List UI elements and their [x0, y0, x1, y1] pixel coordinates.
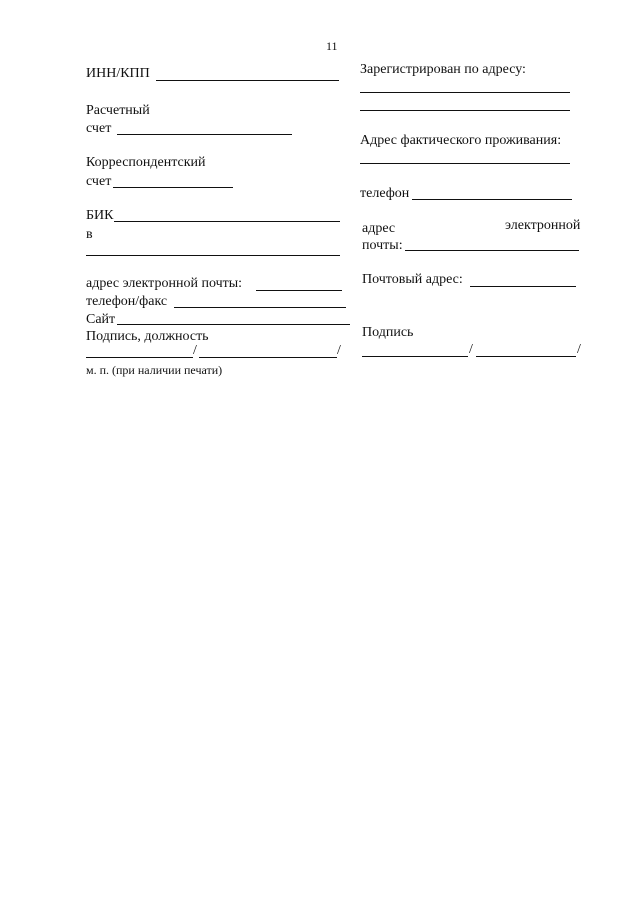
email-label: адрес электронной почты: — [86, 276, 243, 291]
bik-label: БИК — [86, 208, 114, 223]
right-signature-label: Подпись — [362, 325, 414, 340]
email-label-word1: адрес — [362, 221, 396, 236]
registered-address-label: Зарегистрирован по адресу: — [360, 62, 526, 77]
actual-address-field[interactable] — [360, 163, 570, 164]
signature-position-label: Подпись, должность — [86, 329, 209, 344]
corr-account-label-line2: счет — [86, 174, 112, 189]
actual-address-label: Адрес фактического проживания: — [360, 133, 562, 148]
inn-kpp-label: ИНН/КПП — [86, 66, 150, 81]
postal-address-field[interactable] — [470, 286, 576, 287]
email-field[interactable] — [256, 290, 342, 291]
site-label: Сайт — [86, 312, 116, 327]
stamp-note: м. п. (при наличии печати) — [86, 363, 223, 377]
left-name-field[interactable] — [199, 357, 337, 358]
right-name-field[interactable] — [476, 356, 576, 357]
account-label-line2: счет — [86, 121, 112, 136]
right-signature-slash-2: / — [577, 342, 581, 357]
right-email-field[interactable] — [405, 250, 579, 251]
inn-kpp-field[interactable] — [156, 80, 339, 81]
corr-account-field[interactable] — [113, 187, 233, 188]
left-signature-slash-1: / — [193, 343, 197, 358]
bik-field[interactable] — [114, 221, 340, 222]
email-label-word2: электронной — [505, 218, 581, 233]
email-label-word3: почты: — [362, 238, 403, 253]
phone-fax-field[interactable] — [174, 307, 346, 308]
bank-in-label: в — [86, 227, 93, 242]
phone-label: телефон — [360, 186, 410, 201]
registered-address-field-2[interactable] — [360, 110, 570, 111]
corr-account-label-line1: Корреспондентский — [86, 155, 206, 170]
registered-address-field-1[interactable] — [360, 92, 570, 93]
site-field[interactable] — [117, 324, 350, 325]
phone-field[interactable] — [412, 199, 572, 200]
page-number: 11 — [326, 39, 338, 53]
left-signature-field[interactable] — [86, 357, 193, 358]
left-signature-slash-2: / — [337, 343, 341, 358]
bank-name-field[interactable] — [86, 255, 340, 256]
right-signature-slash-1: / — [469, 342, 473, 357]
right-signature-field[interactable] — [362, 356, 468, 357]
postal-address-label: Почтовый адрес: — [362, 272, 463, 287]
phone-fax-label: телефон/факс — [86, 294, 168, 309]
account-label-line1: Расчетный — [86, 103, 150, 118]
account-field[interactable] — [117, 134, 292, 135]
